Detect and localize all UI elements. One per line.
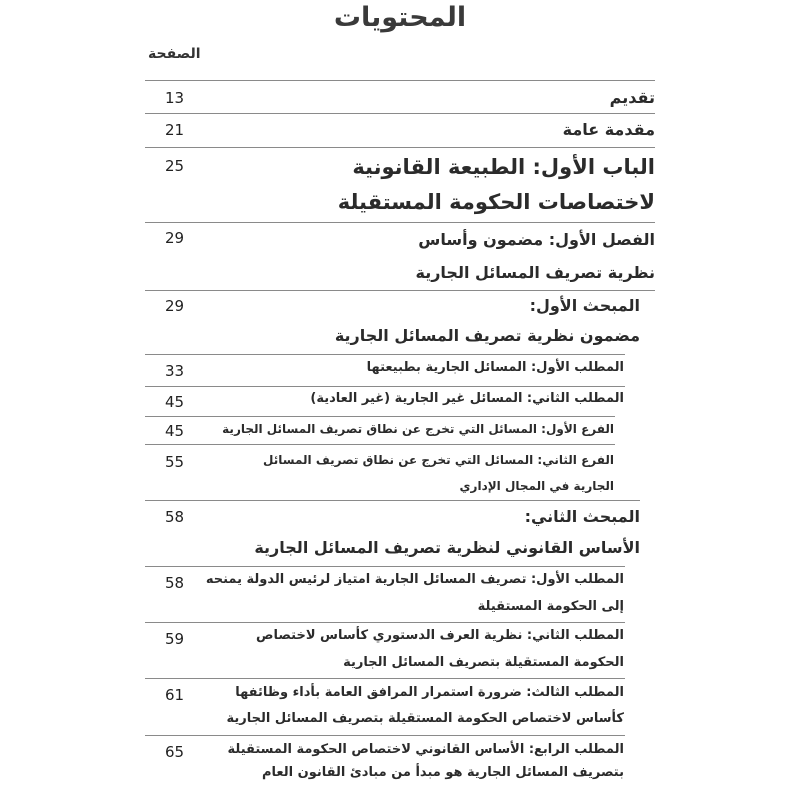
toc-entry[interactable]: المطلب الأول: المسائل الجارية بطبيعتها [366,360,624,375]
page-number[interactable]: 25 [165,157,185,175]
page-number[interactable]: 58 [165,508,185,526]
page-number[interactable]: 29 [165,297,185,315]
row-divider [145,678,625,679]
row-divider [145,113,655,114]
toc-entry-line[interactable]: بتصريف المسائل الجارية هو مبدأ من مبادئ القانون العام [262,765,624,780]
toc-entry-line[interactable]: نظرية تصريف المسائل الجارية [415,263,655,282]
toc-entry-line[interactable]: الجارية في المجال الإداري [459,479,614,493]
toc-entry-line[interactable]: الحكومة المستقيلة بتصريف المسائل الجارية [343,655,624,670]
toc-entry-line[interactable]: إلى الحكومة المستقيلة [477,599,624,614]
page-number[interactable]: 45 [165,393,185,411]
toc-entry-line[interactable]: الفرع الثاني: المسائل التي تخرج عن نطاق تصريف المسائل [263,453,614,467]
toc-entry-line[interactable]: المبحث الأول: [529,296,640,315]
page-number[interactable]: 13 [165,89,185,107]
page-title: المحتويات [333,2,467,33]
toc-entry-line[interactable]: المطلب الأول: تصريف المسائل الجارية امتياز لرئيس الدولة يمنحه [205,572,624,587]
toc-entry-line[interactable]: المبحث الثاني: [524,507,640,526]
toc-entry-line[interactable]: المطلب الثاني: نظرية العرف الدستوري كأساس لاختصاص [255,628,624,643]
toc-entry-line[interactable]: الباب الأول: الطبيعة القانونية [352,155,655,179]
toc-entry-line[interactable]: الفصل الأول: مضمون وأساس [418,230,655,249]
row-divider [145,444,615,445]
row-divider [145,147,655,148]
toc-entry[interactable]: الفرع الأول: المسائل التي تخرج عن نطاق تصريف المسائل الجارية [222,422,614,436]
toc-entry-line[interactable]: المطلب الرابع: الأساس القانوني لاختصاص الحكومة المستقيلة [227,742,624,757]
row-divider [145,735,625,736]
toc-entry[interactable]: مقدمة عامة [562,120,655,139]
row-divider [145,500,640,501]
page-number[interactable]: 33 [165,362,185,380]
page-number[interactable]: 58 [165,574,185,592]
toc-entry-line[interactable]: الأساس القانوني لنظرية تصريف المسائل الجارية [254,538,640,557]
toc-entry-line[interactable]: لاختصاصات الحكومة المستقيلة [337,190,655,214]
toc-entry-line[interactable]: كأساس لاختصاص الحكومة المستقيلة بتصريف المسائل الجارية [226,711,624,726]
toc-entry-line[interactable]: مضمون نظرية تصريف المسائل الجارية [334,326,640,345]
toc-entry[interactable]: المطلب الثاني: المسائل غير الجارية (غير العادية) [310,391,624,406]
page-number[interactable]: 21 [165,121,185,139]
page-number[interactable]: 55 [165,453,185,471]
page-number[interactable]: 65 [165,743,185,761]
page-number[interactable]: 61 [165,686,185,704]
page-number[interactable]: 59 [165,630,185,648]
page-number[interactable]: 29 [165,229,185,247]
toc-entry[interactable]: تقديم [609,88,655,107]
toc-entry-line[interactable]: المطلب الثالث: ضرورة استمرار المرافق العامة بأداء وظائفها [235,685,624,700]
page-column-header: الصفحة [148,46,201,62]
row-divider [145,80,655,81]
page-number[interactable]: 45 [165,422,185,440]
